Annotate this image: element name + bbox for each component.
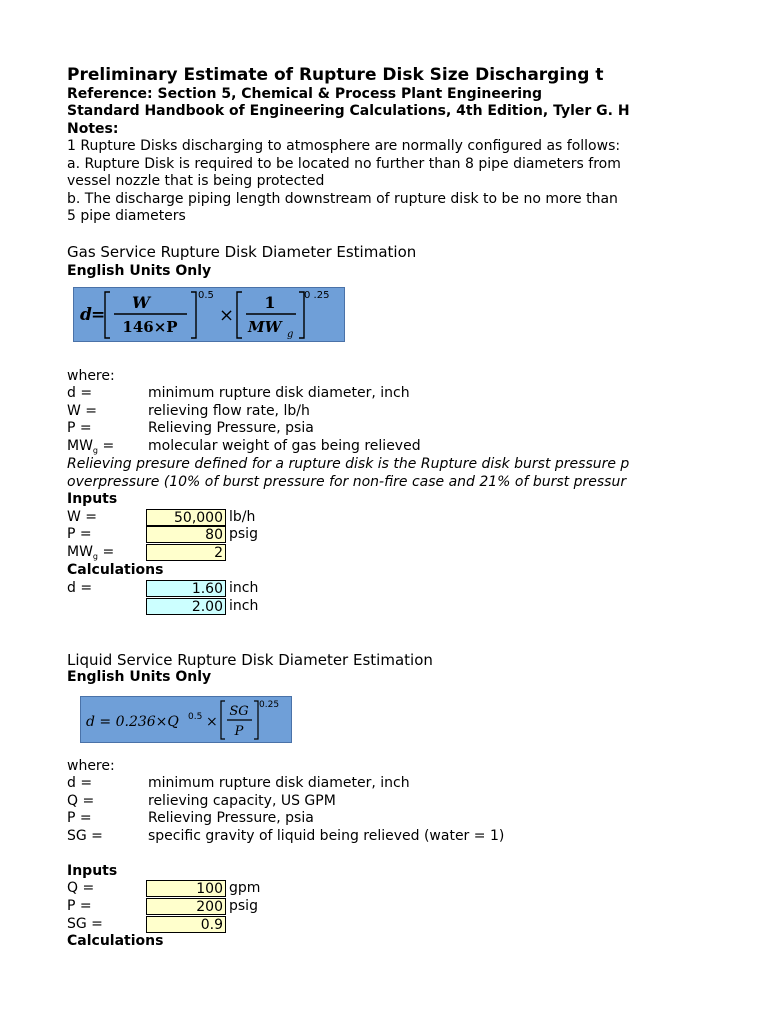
calc-cell-d[interactable]: 1.60 xyxy=(146,580,226,597)
def-symbol: d = xyxy=(67,775,93,791)
def-text: molecular weight of gas being relieved xyxy=(148,438,421,454)
where-label: where: xyxy=(67,758,115,774)
input-symbol: W = xyxy=(67,509,98,525)
mw-equals: = xyxy=(98,438,115,454)
calculations-label: Calculations xyxy=(67,562,164,578)
formula-equals: = xyxy=(91,305,106,325)
liquid-formula-image xyxy=(80,696,292,743)
inputs-label: Inputs xyxy=(67,491,118,507)
def-text: minimum rupture disk diameter, inch xyxy=(148,775,410,791)
note-line: 5 pipe diameters xyxy=(67,208,186,224)
def-symbol: W = xyxy=(67,403,98,419)
pressure-note: Relieving presure defined for a rupture disk is the Rupture disk burst pressure p xyxy=(67,456,630,472)
formula-denominator: 146×P xyxy=(122,318,178,336)
def-symbol: P = xyxy=(67,420,92,436)
def-symbol: Q = xyxy=(67,793,95,809)
def-text: specific gravity of liquid being relieved (water = 1) xyxy=(148,828,505,844)
mw-subscript: g xyxy=(92,552,98,561)
mw-subscript: g xyxy=(92,446,98,455)
note-line: 1 Rupture Disks discharging to atmosphere are normally configured as follows: xyxy=(67,138,621,154)
formula-d: d xyxy=(80,305,92,325)
input-unit: psig xyxy=(229,526,258,542)
calculations-label: Calculations xyxy=(67,933,164,949)
input-symbol: SG = xyxy=(67,916,103,932)
input-cell-p[interactable]: 200 xyxy=(146,898,226,915)
input-cell-mw[interactable]: 2 xyxy=(146,544,226,561)
pressure-note: overpressure (10% of burst pressure for non-fire case and 21% of burst pressur xyxy=(67,474,627,490)
calc-unit: inch xyxy=(229,580,259,596)
note-line: b. The discharge piping length downstream of rupture disk to be no more than xyxy=(67,191,618,207)
def-text: relieving flow rate, lb/h xyxy=(148,403,310,419)
formula-mw: MW xyxy=(248,318,282,336)
input-unit: lb/h xyxy=(229,509,256,525)
input-symbol: P = xyxy=(67,898,92,914)
def-text: relieving capacity, US GPM xyxy=(148,793,336,809)
calc-unit: inch xyxy=(229,598,259,614)
formula-lhs: d = 0.236×Q xyxy=(86,714,179,730)
formula-numerator-w: W xyxy=(132,293,150,312)
input-unit: gpm xyxy=(229,880,261,896)
formula-exponent-1: 0.5 xyxy=(198,290,214,301)
notes-label: Notes: xyxy=(67,121,119,137)
formula-sg: SG xyxy=(229,704,249,719)
formula-times: × xyxy=(206,714,218,730)
def-symbol: SG = xyxy=(67,828,103,844)
note-line: vessel nozzle that is being protected xyxy=(67,173,325,189)
liquid-section-heading: Liquid Service Rupture Disk Diameter Estimation xyxy=(67,651,433,669)
formula-mw-subscript: g xyxy=(287,329,294,340)
input-cell-w[interactable]: 50,000 xyxy=(146,509,226,526)
def-text: Relieving Pressure, psia xyxy=(148,810,314,826)
reference-line: Reference: Section 5, Chemical & Process Plant Engineering xyxy=(67,86,543,102)
gas-units-note: English Units Only xyxy=(67,263,212,279)
formula-exponent-2: 0 .25 xyxy=(304,290,330,301)
input-cell-p[interactable]: 80 xyxy=(146,526,226,543)
calc-symbol: d = xyxy=(67,580,93,596)
gas-section-heading: Gas Service Rupture Disk Diameter Estimation xyxy=(67,243,417,261)
def-symbol: d = xyxy=(67,385,93,401)
formula-p: P xyxy=(234,724,244,739)
formula-times: × xyxy=(219,305,235,326)
liquid-units-note: English Units Only xyxy=(67,669,212,685)
note-line: a. Rupture Disk is required to be located no further than 8 pipe diameters from xyxy=(67,156,621,172)
input-cell-sg[interactable]: 0.9 xyxy=(146,916,226,933)
input-symbol: Q = xyxy=(67,880,95,896)
input-symbol: P = xyxy=(67,526,92,542)
input-cell-q[interactable]: 100 xyxy=(146,880,226,897)
handbook-line: Standard Handbook of Engineering Calculations, 4th Edition, Tyler G. H xyxy=(67,103,630,119)
def-text: minimum rupture disk diameter, inch xyxy=(148,385,410,401)
inputs-label: Inputs xyxy=(67,863,118,879)
mw-label: MW xyxy=(67,438,93,454)
mw-equals: = xyxy=(98,544,115,560)
formula-numerator-one: 1 xyxy=(264,293,276,312)
mw-label: MW xyxy=(67,544,93,560)
def-text: Relieving Pressure, psia xyxy=(148,420,314,436)
where-label: where: xyxy=(67,368,115,384)
gas-formula-image xyxy=(73,287,345,342)
def-symbol: P = xyxy=(67,810,92,826)
input-unit: psig xyxy=(229,898,258,914)
formula-exponent-2: 0.25 xyxy=(259,700,280,710)
calc-cell-d-rounded[interactable]: 2.00 xyxy=(146,598,226,615)
formula-exponent-1: 0.5 xyxy=(188,712,203,722)
page-title: Preliminary Estimate of Rupture Disk Size Discharging t xyxy=(67,65,604,85)
